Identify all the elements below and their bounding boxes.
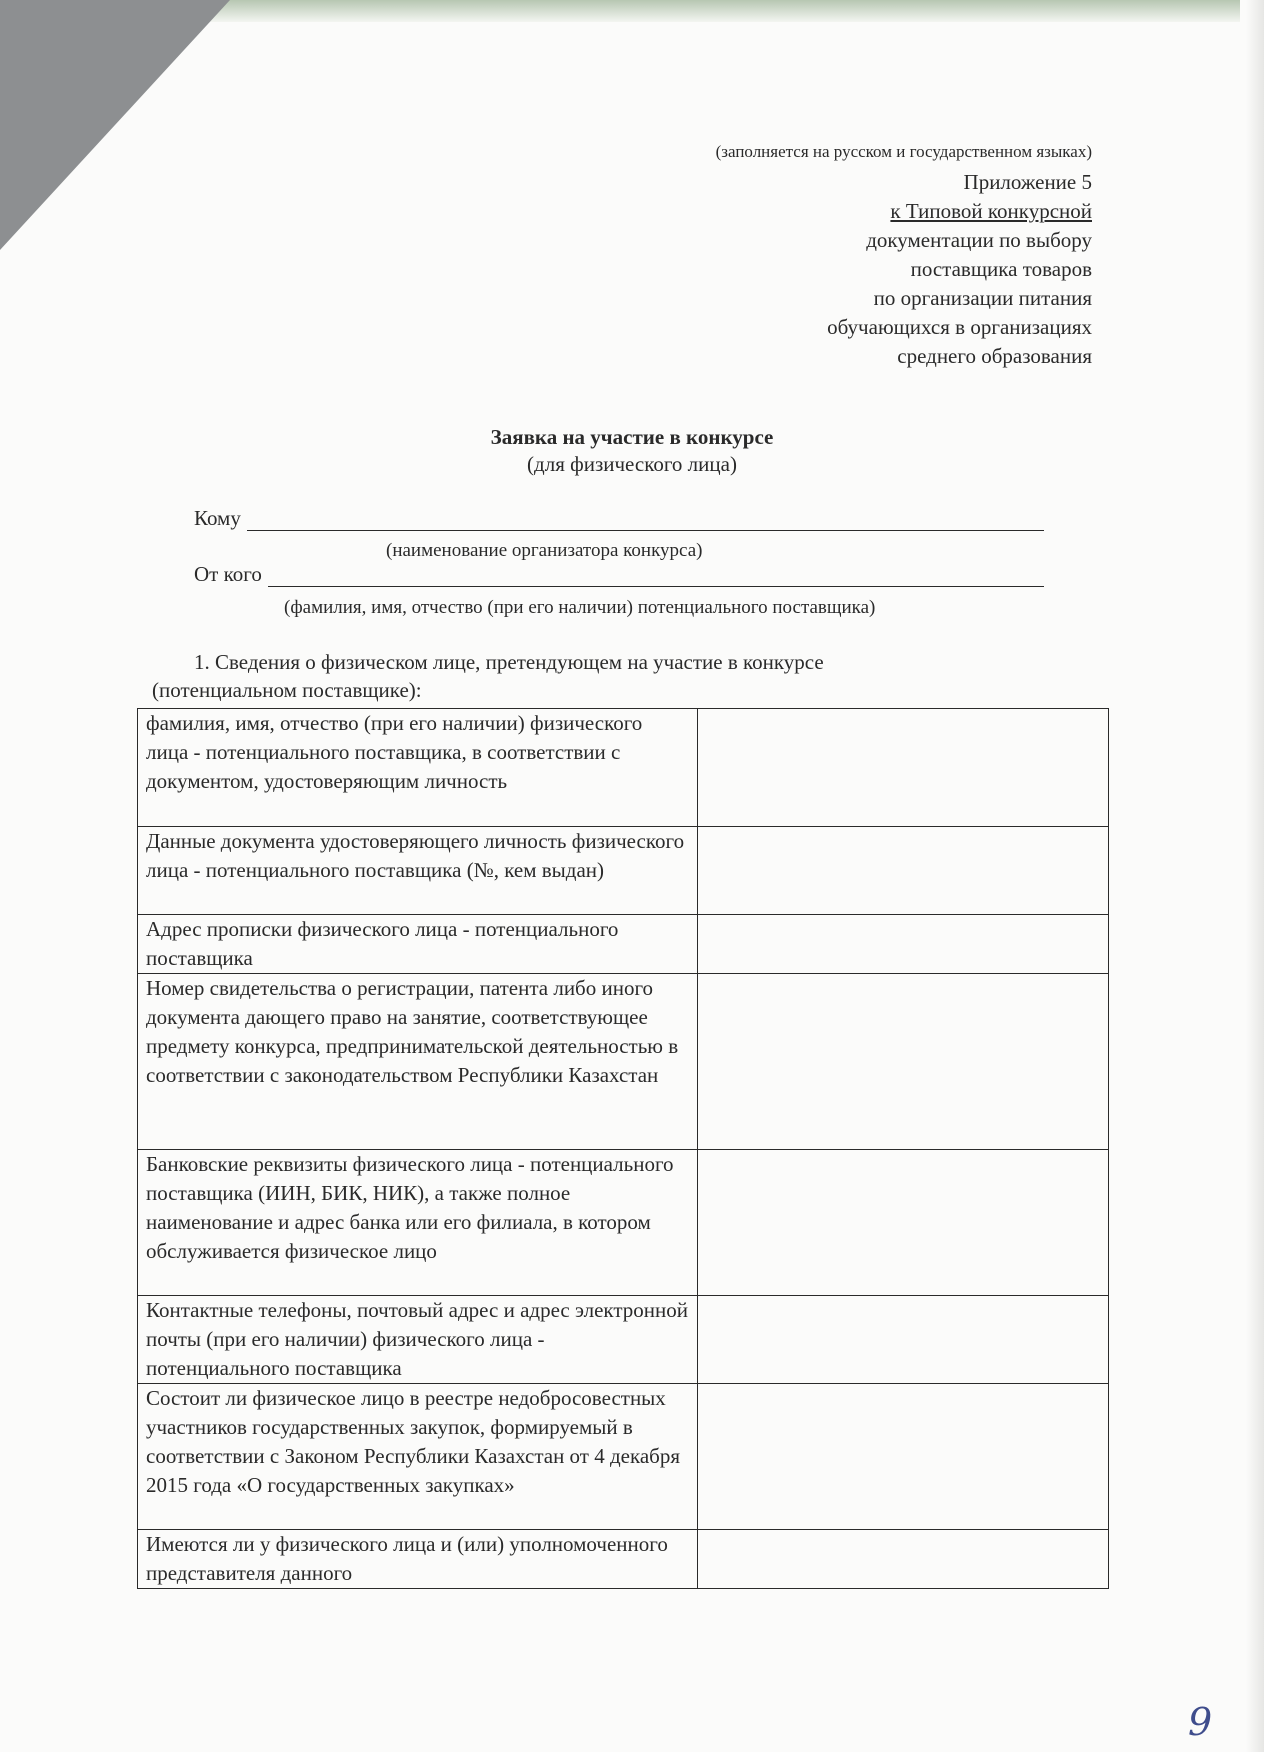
table-row xyxy=(138,1384,1109,1530)
table-row xyxy=(138,974,1109,1150)
table-row xyxy=(138,1530,1109,1589)
row-label: Контактные телефоны, почтовый адрес и адрес электронной почты (при его наличии) физического лица - потенциального поставщика xyxy=(138,1296,698,1384)
appendix-line: по организации питания xyxy=(873,286,1092,310)
row-value-cell[interactable] xyxy=(698,1150,1109,1296)
document-subtitle: (для физического лица) xyxy=(527,452,737,476)
scan-right-shadow xyxy=(1246,0,1264,1752)
row-value-cell[interactable] xyxy=(698,1296,1109,1384)
to-field-line[interactable] xyxy=(247,508,1044,531)
row-value-cell[interactable] xyxy=(698,827,1109,915)
to-field xyxy=(194,506,1044,531)
appendix-line-underlined: к Типовой конкурсной xyxy=(890,199,1092,223)
to-field-hint: (наименование организатора конкурса) xyxy=(386,540,703,561)
appendix-line: Приложение 5 xyxy=(963,170,1092,194)
table-row xyxy=(138,709,1109,827)
to-field-label: Кому xyxy=(194,506,241,530)
row-label: Данные документа удостоверяющего личность физического лица - потенциального поставщика (№, кем выдан) xyxy=(138,827,698,915)
from-field xyxy=(194,562,1044,587)
row-value-cell[interactable] xyxy=(698,915,1109,974)
row-label: фамилия, имя, отчество (при его наличии) физического лица - потенциального поставщика, в соответствии с документом, удостоверяющим личность xyxy=(138,709,698,827)
appendix-line: обучающихся в организациях xyxy=(827,315,1092,339)
table-row xyxy=(138,915,1109,974)
row-value-cell[interactable] xyxy=(698,1530,1109,1589)
table-row xyxy=(138,1150,1109,1296)
appendix-line: среднего образования xyxy=(897,344,1092,368)
appendix-line: поставщика товаров xyxy=(910,257,1092,281)
title-block xyxy=(0,423,1264,477)
row-label: Имеются ли у физического лица и (или) уполномоченного представителя данного xyxy=(138,1530,698,1589)
applicant-info-table xyxy=(137,708,1109,1589)
scan-top-edge xyxy=(180,0,1240,22)
table-row xyxy=(138,1296,1109,1384)
table-row xyxy=(138,827,1109,915)
folded-corner xyxy=(0,0,230,250)
document-title: Заявка на участие в конкурсе xyxy=(490,425,774,449)
appendix-line: документации по выбору xyxy=(866,228,1092,252)
language-note: (заполняется на русском и государственном языках) xyxy=(715,142,1092,161)
row-value-cell[interactable] xyxy=(698,1384,1109,1530)
row-value-cell[interactable] xyxy=(698,974,1109,1150)
row-label: Состоит ли физическое лицо в реестре недобросовестных участников государственных закупок, формируемый в соответствии с Законом Республики Казахстан от 4 декабря 2015 года «О государственных закупках» xyxy=(138,1384,698,1530)
row-label: Адрес прописки физического лица - потенциального поставщика xyxy=(138,915,698,974)
section-heading xyxy=(152,648,1012,704)
from-field-label: От кого xyxy=(194,562,262,586)
row-label: Номер свидетельства о регистрации, патента либо иного документа дающего право на занятие, соответствующее предмету конкурса, предпринимательской деятельностью в соответствии с законодательством Республики Казахстан xyxy=(138,974,698,1150)
section-heading-line: 1. Сведения о физическом лице, претендующем на участие в конкурсе xyxy=(194,650,824,674)
appendix-reference xyxy=(827,168,1092,371)
row-value-cell[interactable] xyxy=(698,709,1109,827)
row-label: Банковские реквизиты физического лица - потенциального поставщика (ИИН, БИК, НИК), а также полное наименование и адрес банка или его филиала, в котором обслуживается физическое лицо xyxy=(138,1150,698,1296)
section-heading-line: (потенциальном поставщике): xyxy=(152,678,422,702)
from-field-line[interactable] xyxy=(268,564,1044,587)
appendix-line xyxy=(827,197,1092,226)
from-field-hint: (фамилия, имя, отчество (при его наличии) потенциального поставщика) xyxy=(284,597,876,618)
handwritten-page-number: 9 xyxy=(1188,1700,1213,1744)
